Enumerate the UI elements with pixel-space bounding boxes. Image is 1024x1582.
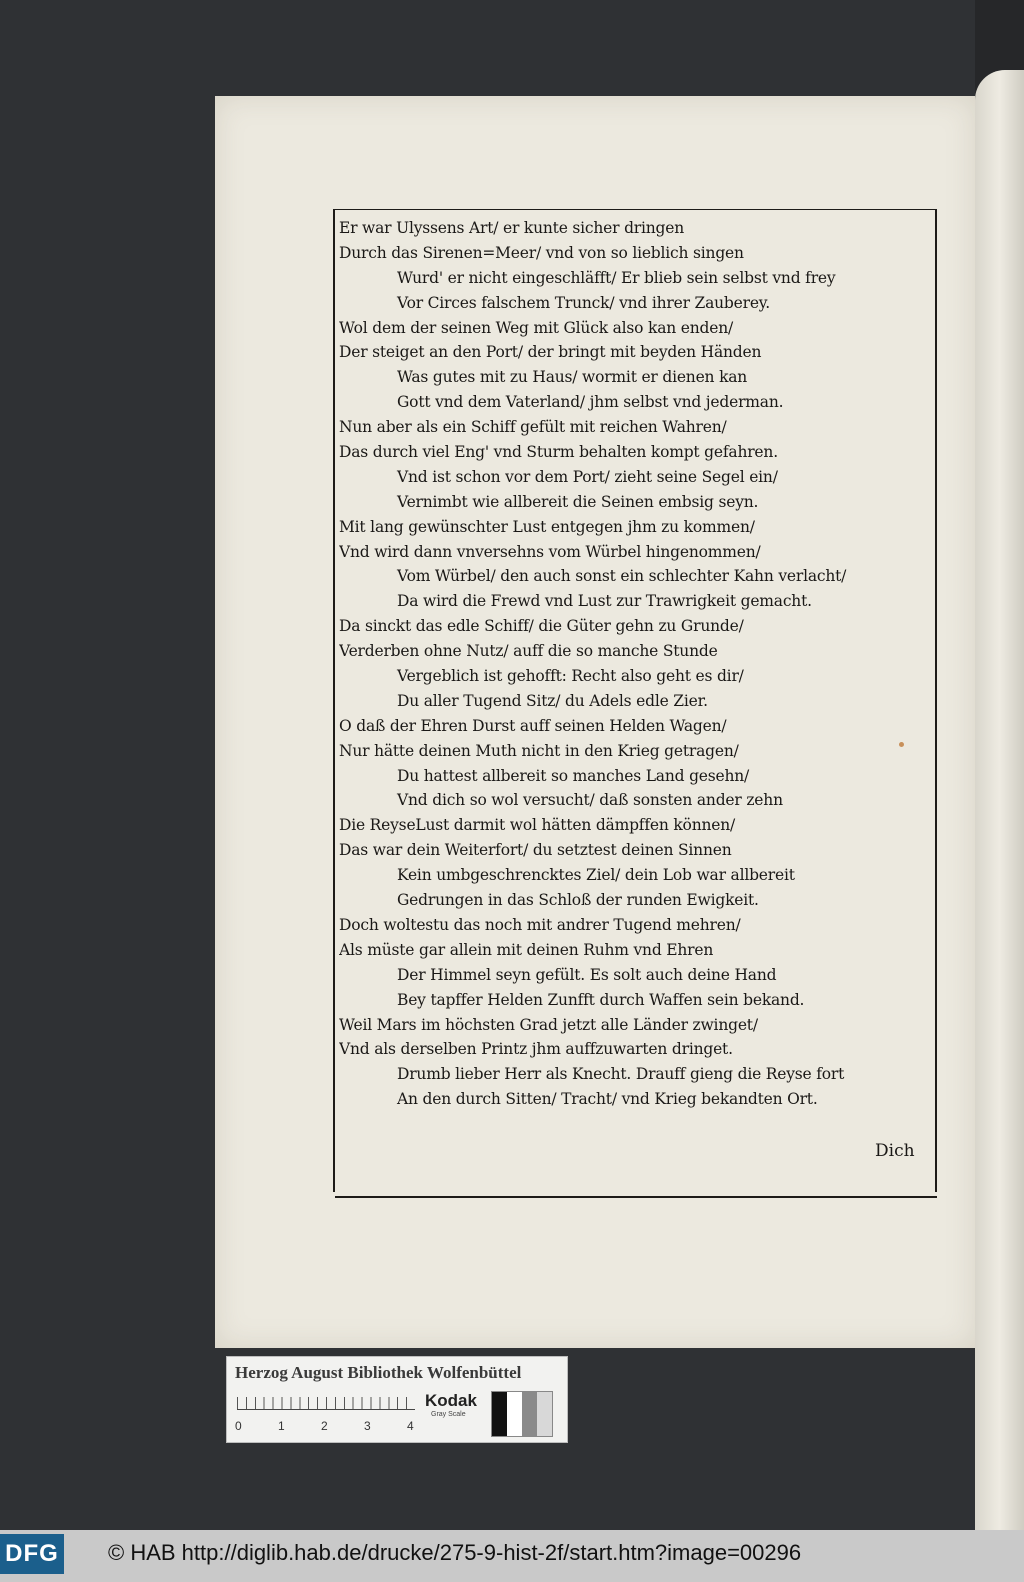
ruler-label: 4: [407, 1419, 414, 1433]
poem-line: Durch das Sirenen=Meer/ vnd von so lieblich singen: [339, 243, 744, 262]
kodak-logo: Kodak: [425, 1391, 477, 1410]
poem-line: Vnd ist schon vor dem Port/ zieht seine Segel ein/: [397, 467, 778, 486]
dfg-logo: DFG: [0, 1534, 64, 1574]
poem-line: Du hattest allbereit so manches Land gesehn/: [397, 766, 750, 785]
poem-line: Er war Ulyssens Art/ er kunte sicher dringen: [339, 219, 685, 237]
gray-swatch: [507, 1392, 522, 1436]
poem-line: Vernimbt wie allbereit die Seinen embsig seyn.: [397, 492, 759, 511]
poem-line: Vom Würbel/ den auch sonst ein schlechter Kahn verlacht/: [397, 567, 847, 586]
footer-bar: [0, 1530, 1024, 1582]
poem-line: Gott vnd dem Vaterland/ jhm selbst vnd jederman.: [397, 393, 784, 412]
source-credit-link[interactable]: © HAB http://diglib.hab.de/drucke/275-9-hist-2f/start.htm?image=00296: [108, 1540, 802, 1565]
poem-line: Da sinckt das edle Schiff/ die Güter gehn zu Grunde/: [339, 617, 744, 636]
poem-line: Drumb lieber Herr als Knecht. Drauff gieng die Reyse fort: [397, 1065, 845, 1084]
gray-swatch: [492, 1392, 507, 1436]
kodak-subtitle: Gray Scale: [431, 1411, 466, 1418]
poem-line: Was gutes mit zu Haus/ wormit er dienen kan: [397, 368, 748, 387]
poem-line: Mit lang gewünschter Lust entgegen jhm zu kommen/: [339, 517, 755, 536]
poem-line: Als müste gar allein mit deinen Ruhm vnd Ehren: [339, 940, 714, 959]
poem-line: Wurd' er nicht eingeschläfft/ Er blieb sein selbst vnd frey: [397, 268, 836, 287]
poem-line: Vnd als derselben Printz jhm auffzuwarten dringet.: [339, 1040, 733, 1059]
poem-line: Verderben ohne Nutz/ auff die so manche Stunde: [339, 642, 718, 661]
ruler-label: 0: [235, 1419, 242, 1433]
gray-swatch: [537, 1392, 552, 1436]
poem-line: Nun aber als ein Schiff gefült mit reichen Wahren/: [339, 418, 727, 437]
poem-line: Da wird die Frewd vnd Lust zur Trawrigkeit gemacht.: [397, 592, 812, 611]
card-title: Herzog August Bibliothek Wolfenbüttel: [235, 1363, 522, 1382]
ruler-scale: [237, 1389, 415, 1410]
catchword: Dich: [875, 1141, 915, 1161]
poem-line: Vnd wird dann vnversehns vom Würbel hingenommen/: [339, 542, 761, 561]
poem-line: Weil Mars im höchsten Grad jetzt alle Länder zwinget/: [339, 1015, 758, 1034]
ruler-label: 3: [364, 1419, 371, 1433]
gray-swatch: [522, 1392, 537, 1436]
poem-line: O daß der Ehren Durst auff seinen Helden Wagen/: [339, 716, 727, 735]
poem-line: Die ReyseLust darmit wol hätten dämpffen können/: [339, 816, 736, 835]
poem-line: Vergeblich ist gehofft: Recht also geht es dir/: [397, 667, 744, 686]
poem-line: Gedrungen in das Schloß der runden Ewigkeit.: [397, 891, 759, 910]
book-page: [215, 96, 975, 1348]
frame-bottom-rule: [335, 1196, 937, 1198]
paper-stain: [899, 742, 904, 747]
adjacent-page-edge: [975, 70, 1024, 1530]
poem-line: Das war dein Weiterfort/ du setztest deinen Sinnen: [339, 841, 732, 860]
poem-line: Vnd dich so wol versucht/ daß sonsten ander zehn: [397, 791, 783, 810]
poem-line: Doch woltestu das noch mit andrer Tugend mehren/: [339, 915, 741, 934]
poem-line: An den durch Sitten/ Tracht/ vnd Krieg bekandten Ort.: [397, 1090, 818, 1109]
poem-line: Der steiget an den Port/ der bringt mit beyden Händen: [339, 343, 762, 362]
poem-line: Wol dem der seinen Weg mit Glück also kan enden/: [339, 318, 734, 337]
poem-line: Vor Circes falschem Trunck/ vnd ihrer Zauberey.: [397, 293, 771, 312]
color-calibration-card: [226, 1356, 568, 1443]
gray-swatches: [491, 1391, 553, 1437]
poem-line: Der Himmel seyn gefült. Es solt auch deine Hand: [397, 965, 777, 984]
poem-line: Kein umbgeschrencktes Ziel/ dein Lob war allbereit: [397, 866, 795, 885]
poem-line: Bey tapffer Helden Zunfft durch Waffen sein bekand.: [397, 990, 805, 1009]
poem-line: Du aller Tugend Sitz/ du Adels edle Zier.: [397, 691, 708, 710]
ruler-label: 2: [321, 1419, 328, 1433]
poem-line: Das durch viel Eng' vnd Sturm behalten kompt gefahren.: [339, 443, 778, 462]
poem-line: Nur hätte deinen Muth nicht in den Krieg getragen/: [339, 741, 739, 760]
poem-text: [339, 216, 929, 1112]
ruler-label: 1: [278, 1419, 285, 1433]
